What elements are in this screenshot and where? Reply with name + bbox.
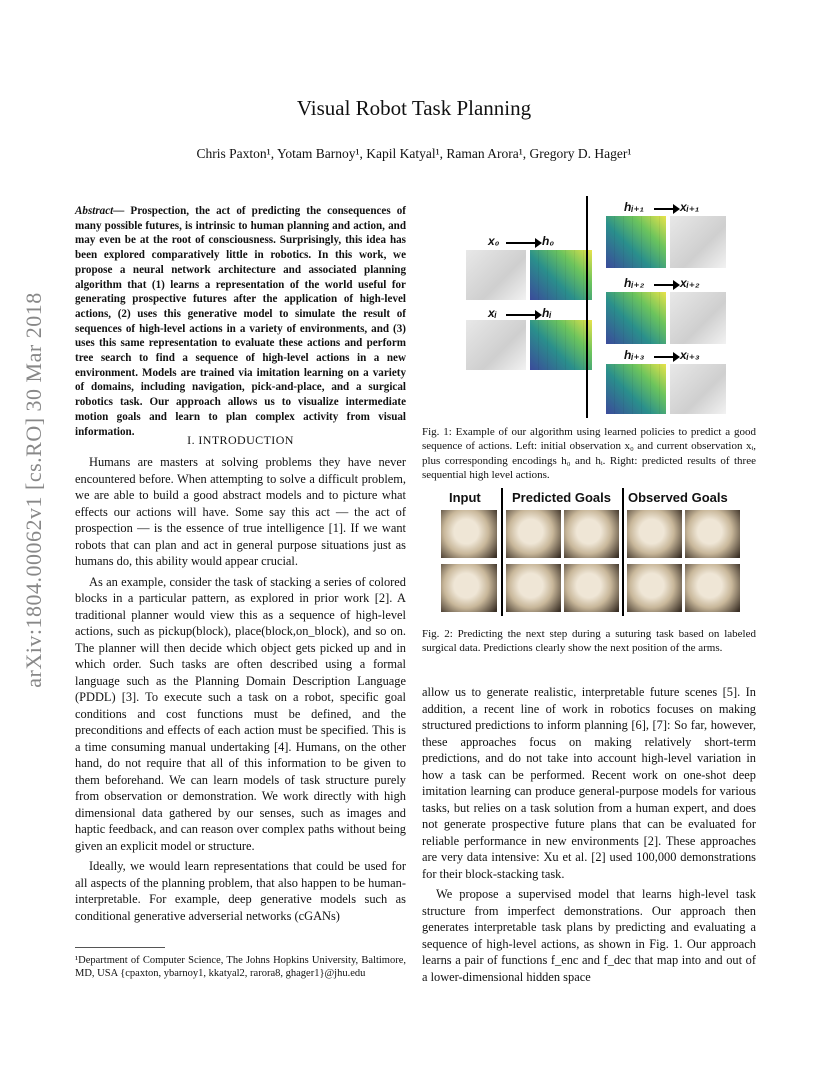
figure-divider <box>622 488 624 616</box>
robot-observation-image <box>466 250 526 300</box>
abstract-text: Prospection, the act of predicting the consequences of many possible futures, is intrinsic to human planning and action, and may even be at the root of consciousness. Surprisingly, this idea has been explored comparatively little in robotics. In this work, we propose a neural network architecture and associated planning algorithm that (1) learns a representation of the world useful for generating prospective futures after the application of high-level actions, (2) uses this generative model to simulate the result of sequences of high-level actions in a variety of environments, and (3) uses this same representation to evaluate these actions and perform tree search to find a sequence of high-level actions in a new environment. Models are trained via imitation learning on a variety of domains, including navigation, pick-and-place, and a surgical robotics task. Our approach allows us to visualize intermediate motion goals and learn to plan complex activity from visual information. <box>75 205 406 438</box>
arrow-icon <box>654 284 674 286</box>
encoding-heatmap-image <box>606 364 666 414</box>
surgical-predicted-image <box>506 510 561 558</box>
surgical-observed-image <box>685 564 740 612</box>
figure-1 <box>456 196 756 420</box>
arxiv-stamp <box>14 290 54 690</box>
robot-prediction-image <box>670 364 726 414</box>
label-h0: h₀ <box>542 234 555 248</box>
section-heading-introduction: I. INTRODUCTION <box>187 433 294 447</box>
paragraph: Humans are masters at solving problems they have never encountered before. When attempting to solve a difficult problem, we are able to build a good abstract models and to picture what effects our actions will have. Some say this act — the act of prospection — is the essence of true intelligence [1]. If we want robots that can plan and act in general purpose situations just as humans do, this ability would appear crucial. <box>75 455 406 568</box>
encoding-heatmap-image <box>606 216 666 268</box>
figure-1-caption: Fig. 1: Example of our algorithm using learned policies to predict a good sequence of actions. Left: initial observation x₀ and current observation xᵢ, plus corresponding encodings h₀ and hᵢ. Right: predicted results of three sequential high level actions. <box>422 426 756 481</box>
abstract-label: Abstract— <box>75 205 125 217</box>
header-observed-goals: Observed Goals <box>628 490 728 505</box>
surgical-input-image <box>441 564 497 612</box>
figure-2 <box>441 488 741 616</box>
surgical-observed-image <box>627 564 682 612</box>
label-hi2: hᵢ₊₂ <box>624 276 645 290</box>
footnote: ¹Department of Computer Science, The Johns Hopkins University, Baltimore, MD, USA {cpaxton, ybarnoy1, kkatyal2, rarora8, ghager1}@jhu.edu <box>75 955 406 979</box>
label-xi3: xᵢ₊₃ <box>680 348 700 362</box>
label-hi1: hᵢ₊₁ <box>624 200 644 214</box>
header-predicted-goals: Predicted Goals <box>512 490 611 505</box>
arrow-icon <box>654 208 674 210</box>
surgical-input-image <box>441 510 497 558</box>
footnote-rule <box>75 947 165 948</box>
arrow-icon <box>506 242 536 244</box>
paragraph: We propose a supervised model that learns high-level task structure from imperfect demonstrations. Our approach then generates interpretable task plans by predicting and evaluating a sequence of high-level actions, as shown in Fig. 1. Our approach learns a pair of functions f_enc and f_dec that map into and out of a lower-dimensional hidden space <box>422 887 756 984</box>
encoding-heatmap-image <box>606 292 666 344</box>
author-list: Chris Paxton¹, Yotam Barnoy¹, Kapil Katyal¹, Raman Arora¹, Gregory D. Hager¹ <box>196 146 632 161</box>
surgical-predicted-image <box>506 564 561 612</box>
label-x0: x₀ <box>488 234 500 248</box>
figure-divider <box>501 488 503 616</box>
label-xi: xᵢ <box>488 306 497 320</box>
paragraph: allow us to generate realistic, interpretable future scenes [5]. In addition, a recent line of work in robotics focuses on making structured predictions to inform planning [6], [7]: So far, however, these approaches focus on making relatively short-term predictions, and do not take into account high-level variation in how a task can be performed. Recent work on one-shot deep imitation learning can produce general-purpose models for various tasks, but relies on a task solution from a human expert, and does not generate prospective future plans that can be evaluated for reliable performance in new environments [2]. These approaches are very data intensive: Xu et al. [2] used 100,000 demonstrations for their block-stacking task. <box>422 685 756 881</box>
abstract <box>75 204 406 439</box>
surgical-predicted-image <box>564 510 619 558</box>
label-xi2: xᵢ₊₂ <box>680 276 700 290</box>
arrow-icon <box>654 356 674 358</box>
label-xi1: xᵢ₊₁ <box>680 200 700 214</box>
left-column-body <box>75 454 406 928</box>
header-input: Input <box>449 490 481 505</box>
surgical-predicted-image <box>564 564 619 612</box>
robot-prediction-image <box>670 216 726 268</box>
figure-2-caption: Fig. 2: Predicting the next step during a suturing task based on labeled surgical data. Predictions clearly show the next position of the arms. <box>422 628 756 655</box>
figure-divider <box>586 196 588 418</box>
label-hi: hᵢ <box>542 306 552 320</box>
encoding-heatmap-image <box>530 250 592 300</box>
robot-prediction-image <box>670 292 726 344</box>
surgical-observed-image <box>627 510 682 558</box>
encoding-heatmap-image <box>530 320 592 370</box>
robot-observation-image <box>466 320 526 370</box>
paper-title: Visual Robot Task Planning <box>296 96 532 120</box>
paragraph: Ideally, we would learn representations that could be used for all aspects of the planning problem, that also happen to be human-interpretable. For example, deep generative models such as conditional generative adverserial networks (cGANs) <box>75 859 406 923</box>
paragraph: As an example, consider the task of stacking a series of colored blocks in a particular pattern, as explored in prior work [2]. A traditional planner would view this as a sequence of high-level actions, such as pickup(block), place(block,on_block), and so on. The planner will then decide which object gets picked up and in which order. Such tasks are often described using a formal language such as the Planning Domain Description Language (PDDL) [3]. To execute such a task on a robot, specific goal conditions and cost functions must be defined, and the preconditions and effects of each action must be specified. This is a time consuming manual undertaking [4]. Humans, on the other hand, do not require that all of this information to be given to them beforehand. We can learn models of task structure purely from observation or demonstration. We work directly with high dimensional data gathered by our senses, such as images and haptic feedback, and can reason over complex paths without being given an explicit model or structure. <box>75 574 406 853</box>
label-hi3: hᵢ₊₃ <box>624 348 645 362</box>
arxiv-id: arXiv:1804.00062v1 [cs.RO] 30 Mar 2018 <box>21 292 46 688</box>
right-column-body <box>422 684 756 989</box>
surgical-observed-image <box>685 510 740 558</box>
arrow-icon <box>506 314 536 316</box>
